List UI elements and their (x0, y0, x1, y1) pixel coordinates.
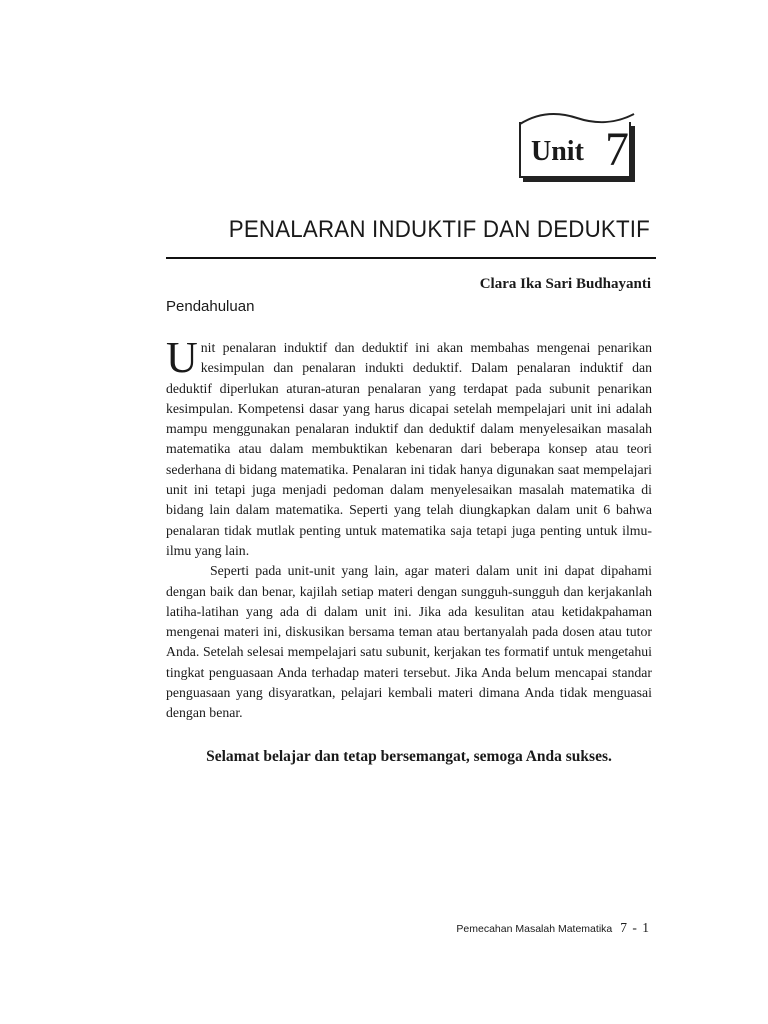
section-heading: Pendahuluan (166, 298, 255, 315)
paragraph-1 (166, 333, 652, 561)
unit-word: Unit (531, 136, 584, 167)
unit-number: 7 (605, 123, 629, 176)
drop-cap: U (166, 333, 198, 382)
body-text (166, 333, 652, 724)
paragraph-1-text: nit penalaran induktif dan deduktif ini akan membahas mengenai penarikan kesimpulan dan penalaran indukti deduktif. Dalam penalaran induktif dan deduktif diperlukan aturan-aturan penalaran yang terdapat pada subunit penarikan kesimpulan. Kompetensi dasar yang harus dicapai setelah mempelajari unit ini adalah mampu menggunakan penalaran induktif dan deduktif dalam menyelesaikan masalah matematika atau dalam membuktikan kebenaran dari beberapa konsep atau teori sederhana di bidang matematika. Penalaran ini tidak hanya digunakan saat mempelajari unit ini tetapi juga menjadi pedoman dalam menyelesaikan masalah matematika di bidang lain dalam matematika. Seperti yang telah diungkapkan dalam unit 6 bahwa penalaran tidak mutlak penting untuk matematika saja tetapi juga penting untuk ilmu-ilmu yang lain. (166, 340, 652, 558)
unit-badge (519, 122, 631, 178)
page-title: PENALARAN INDUKTIF DAN DEDUKTIF (228, 216, 650, 243)
author-name: Clara Ika Sari Budhayanti (479, 276, 651, 292)
footer-book-title: Pemecahan Masalah Matematika (456, 923, 613, 935)
page-footer (456, 920, 650, 936)
footer-page-number: 7 - 1 (620, 920, 650, 935)
closing-message: Selamat belajar dan tetap bersemangat, semoga Anda sukses. (206, 748, 612, 765)
title-divider (166, 257, 656, 259)
paragraph-2: Seperti pada unit-unit yang lain, agar materi dalam unit ini dapat dipahami dengan baik dan benar, kajilah setiap materi dengan sungguh-sungguh dan kerjakanlah latiha-latihan yang ada di dalam unit ini. Jika ada kesulitan atau ketidakpahaman mengenai materi ini, diskusikan bersama teman atau bertanyalah pada dosen atau tutor Anda. Setelah selesai mempelajari satu subunit, kerjakan tes formatif untuk mengetahui tingkat penguasaan Anda terhadap materi tersebut. Jika Anda belum mencapai standar penguasaan yang disyaratkan, pelajari kembali materi dimana Anda tidak menguasai dengan benar. (166, 563, 652, 721)
